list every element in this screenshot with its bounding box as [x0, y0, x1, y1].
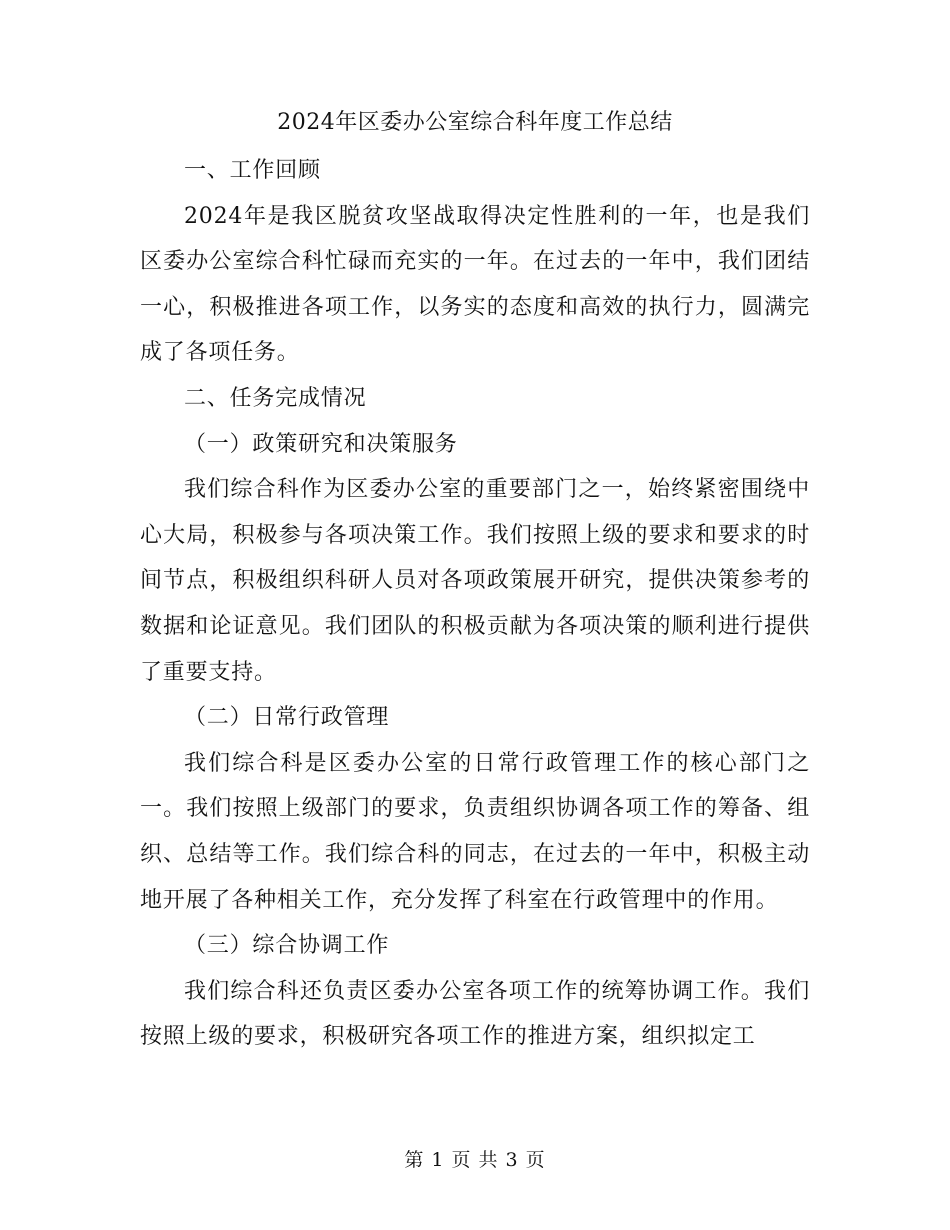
subsection-heading-admin: （二）日常行政管理: [184, 705, 390, 731]
paragraph-review: 2024年是我区脱贫攻坚战取得决定性胜利的一年，也是我们区委办公室综合科忙碌而充实的一年。在过去的一年中，我们团结一心，积极推进各项工作，以务实的态度和高效的执行力，圆满完成了各项任务。: [140, 203, 810, 366]
section-heading-tasks: 二、任务完成情况: [184, 385, 367, 411]
paragraph-coordination: 我们综合科还负责区委办公室各项工作的统筹协调工作。我们按照上级的要求，积极研究各项工作的推进方案，组织拟定工: [140, 978, 810, 1050]
subsection-heading-coordination: （三）综合协调工作: [184, 933, 390, 959]
paragraph-policy: 我们综合科作为区委办公室的重要部门之一，始终紧密围绕中心大局，积极参与各项决策工作。我们按照上级的要求和要求的时间节点，积极组织科研人员对各项政策展开研究，提供决策参考的数据和论证意见。我们团队的积极贡献为各项决策的顺利进行提供了重要支持。: [140, 477, 810, 685]
section-heading-review: 一、工作回顾: [184, 158, 321, 183]
paragraph-admin: 我们综合科是区委办公室的日常行政管理工作的核心部门之一。我们按照上级部门的要求，负责组织协调各项工作的筹备、组织、总结等工作。我们综合科的同志，在过去的一年中，积极主动地开展了各种相关工作，充分发挥了科室在行政管理中的作用。: [140, 750, 810, 913]
page-footer: 第 1 页 共 3 页: [404, 1149, 546, 1171]
subsection-heading-policy: （一）政策研究和决策服务: [184, 431, 458, 457]
document-title: 2024年区委办公室综合科年度工作总结: [277, 110, 673, 135]
document-body: [140, 148, 810, 1060]
